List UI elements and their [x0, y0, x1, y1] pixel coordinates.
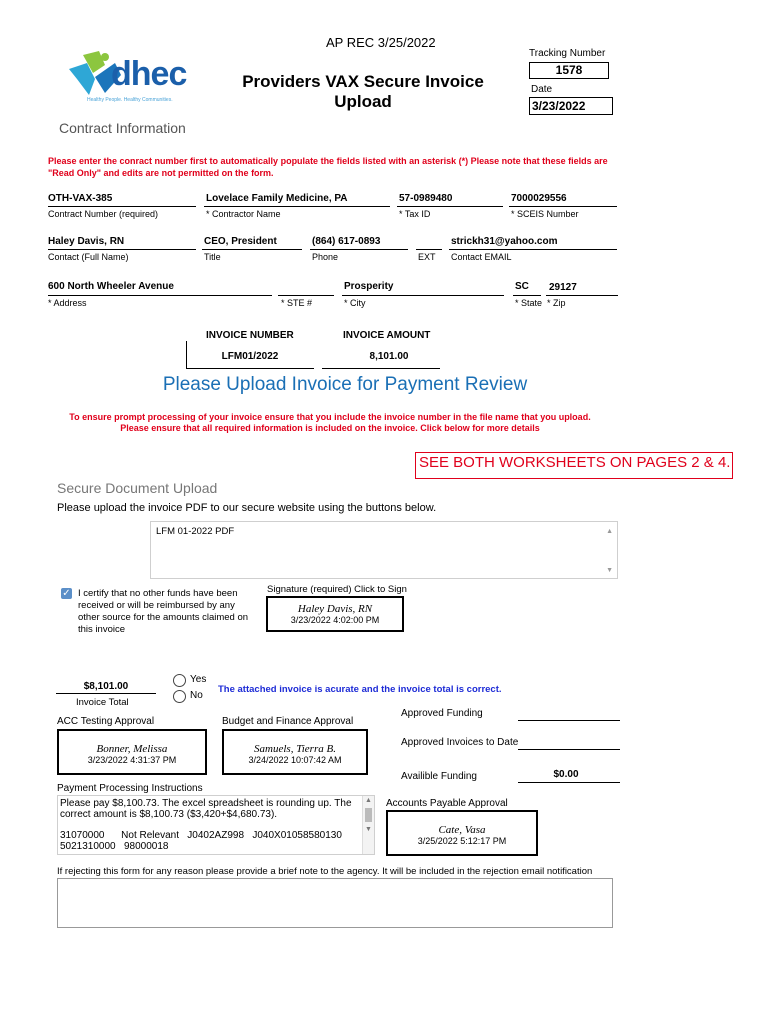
date-field[interactable]: 3/23/2022	[529, 97, 613, 115]
contractor-name-value: Lovelace Family Medicine, PA	[206, 193, 348, 204]
scroll-up-icon[interactable]: ▲	[606, 528, 613, 535]
state-value: SC	[515, 281, 529, 292]
page-title-line2: Upload	[334, 92, 392, 111]
no-radio[interactable]	[173, 690, 186, 703]
dhec-logo	[57, 45, 197, 109]
accounts-payable-signature[interactable]	[386, 810, 538, 856]
invoice-total-label: Invoice Total	[76, 697, 129, 708]
contractor-name-label: * Contractor Name	[206, 209, 281, 219]
approved-invoices-label: Approved Invoices to Date	[401, 737, 519, 748]
ext-field[interactable]	[416, 249, 442, 250]
city-label: * City	[344, 298, 366, 308]
phone-label: Phone	[312, 252, 339, 262]
contract-number-label: Contract Number (required)	[48, 209, 159, 219]
logo-text: dhec	[111, 55, 187, 93]
payment-instructions-box[interactable]	[57, 795, 375, 855]
acc-approval-name: Bonner, Melissa	[96, 743, 168, 755]
rejection-label: If rejecting this form for any reason please provide a brief note to the agency. It will be included in the rejection email notification	[57, 866, 593, 877]
invoice-amount-value[interactable]: 8,101.00	[369, 351, 409, 362]
acc-approval-time: 3/23/2022 4:31:37 PM	[87, 755, 177, 765]
contact-name-label: Contact (Full Name)	[48, 252, 129, 262]
state-label: * State	[515, 298, 543, 308]
worksheet-annotation: SEE BOTH WORKSHEETS ON PAGES 2 & 4.	[415, 452, 733, 479]
certify-checkbox[interactable]: ✓	[62, 588, 71, 599]
signature-box[interactable]	[266, 596, 404, 632]
acc-approval-signature[interactable]	[57, 729, 207, 775]
signature-name: Haley Davis, RN	[297, 603, 373, 615]
budget-approval-name: Samuels, Tierra B.	[254, 743, 336, 755]
ap-rec-stamp: AP REC 3/25/2022	[326, 35, 436, 50]
payment-line-3: 31070000 Not Relevant J0402AZ998 J040X01058580130	[60, 830, 342, 841]
upload-heading: Please Upload Invoice for Payment Review	[162, 374, 528, 395]
accuracy-statement: The attached invoice is acurate and the invoice total is correct.	[218, 684, 502, 695]
date-label: Date	[531, 84, 553, 95]
secure-upload-title: Secure Document Upload	[57, 480, 218, 496]
upload-file-box[interactable]	[150, 521, 618, 579]
payment-line-1: Please pay $8,100.73. The excel spreadsheet is rounding up. The	[60, 798, 352, 809]
ste-label: * STE #	[281, 298, 313, 308]
approved-invoices-field[interactable]	[518, 749, 620, 750]
zip-label: * Zip	[547, 298, 566, 308]
available-funding-value: $0.00	[553, 769, 579, 780]
tracking-label: Tracking Number	[529, 48, 606, 59]
available-funding-label: Availible Funding	[401, 771, 477, 782]
signature-label: Signature (required) Click to Sign	[267, 584, 407, 595]
contract-section-title: Contract Information	[59, 120, 186, 136]
budget-approval-signature[interactable]	[222, 729, 368, 775]
zip-value: 29127	[549, 282, 577, 293]
no-label: No	[190, 690, 203, 701]
rejection-note-field[interactable]	[57, 878, 613, 928]
tax-id-value: 57-0989480	[399, 193, 453, 204]
page-title-line1: Providers VAX Secure Invoice	[242, 72, 484, 91]
invoice-total-value[interactable]: $8,101.00	[83, 681, 129, 692]
contract-notice: Please enter the conract number first to automatically populate the fields listed with an asterisk (*) Please note that these fields are "Read Only" and edits are not permitted on the form.	[48, 156, 608, 178]
contract-number-value[interactable]: OTH-VAX-385	[48, 193, 113, 204]
sceis-number-label: * SCEIS Number	[511, 209, 579, 219]
approved-funding-field[interactable]	[518, 720, 620, 721]
ext-label: EXT	[418, 252, 436, 262]
scroll-up-icon[interactable]: ▲	[365, 797, 372, 804]
certify-text: I certify that no other funds have been received or will be reimbursed by any other source for the amounts claimed on this invoice	[78, 588, 249, 635]
scroll-down-icon[interactable]: ▼	[606, 567, 613, 574]
email-value[interactable]: strickh31@yahoo.com	[451, 236, 558, 247]
upload-subtext: Please upload the invoice PDF to our secure website using the buttons below.	[57, 502, 437, 514]
ste-field	[278, 295, 334, 296]
invoice-number-value[interactable]: LFM01/2022	[221, 351, 279, 362]
invoice-amount-label: INVOICE AMOUNT	[343, 330, 431, 341]
email-label: Contact EMAIL	[451, 252, 512, 262]
logo-tagline: Healthy People. Healthy Communities.	[87, 97, 173, 103]
budget-approval-time: 3/24/2022 10:07:42 AM	[248, 755, 342, 765]
budget-approval-label: Budget and Finance Approval	[222, 716, 354, 727]
sceis-number-value: 7000029556	[511, 193, 567, 204]
title-value[interactable]: CEO, President	[204, 236, 277, 247]
yes-radio[interactable]	[173, 674, 186, 687]
acc-approval-label: ACC Testing Approval	[57, 716, 155, 727]
accounts-payable-time: 3/25/2022 5:12:17 PM	[417, 836, 507, 846]
tax-id-label: * Tax ID	[399, 209, 431, 219]
signature-timestamp: 3/23/2022 4:02:00 PM	[290, 615, 380, 625]
payment-scrollbar[interactable]	[362, 796, 374, 854]
payment-instructions-label: Payment Processing Instructions	[57, 783, 203, 794]
payment-line-4: 5021310000 98000018	[60, 841, 169, 852]
scroll-down-icon[interactable]: ▼	[365, 826, 372, 833]
city-value: Prosperity	[344, 281, 394, 292]
address-value: 600 North Wheeler Avenue	[48, 281, 174, 292]
page-title	[228, 72, 498, 112]
upload-instruction-1: To ensure prompt processing of your invoice ensure that you include the invoice number in the file name that you upload.	[69, 412, 591, 422]
tracking-number-field[interactable]: 1578	[529, 62, 609, 79]
phone-value[interactable]: (864) 617-0893	[312, 236, 381, 247]
invoice-number-label: INVOICE NUMBER	[206, 330, 294, 341]
contact-name-value[interactable]: Haley Davis, RN	[48, 236, 125, 247]
title-label: Title	[204, 252, 221, 262]
accounts-payable-name: Cate, Vasa	[438, 824, 486, 836]
accounts-payable-label: Accounts Payable Approval	[386, 798, 508, 809]
upload-file-text: LFM 01-2022 PDF	[156, 526, 235, 537]
approved-funding-label: Approved Funding	[401, 708, 483, 719]
payment-line-2: correct amount is $8,100.73 ($3,420+$4,680.73).	[60, 809, 278, 820]
yes-label: Yes	[190, 674, 207, 685]
address-label: * Address	[48, 298, 87, 308]
upload-instruction-2: Please ensure that all required information is included on the invoice. Click below for more details	[120, 423, 540, 433]
